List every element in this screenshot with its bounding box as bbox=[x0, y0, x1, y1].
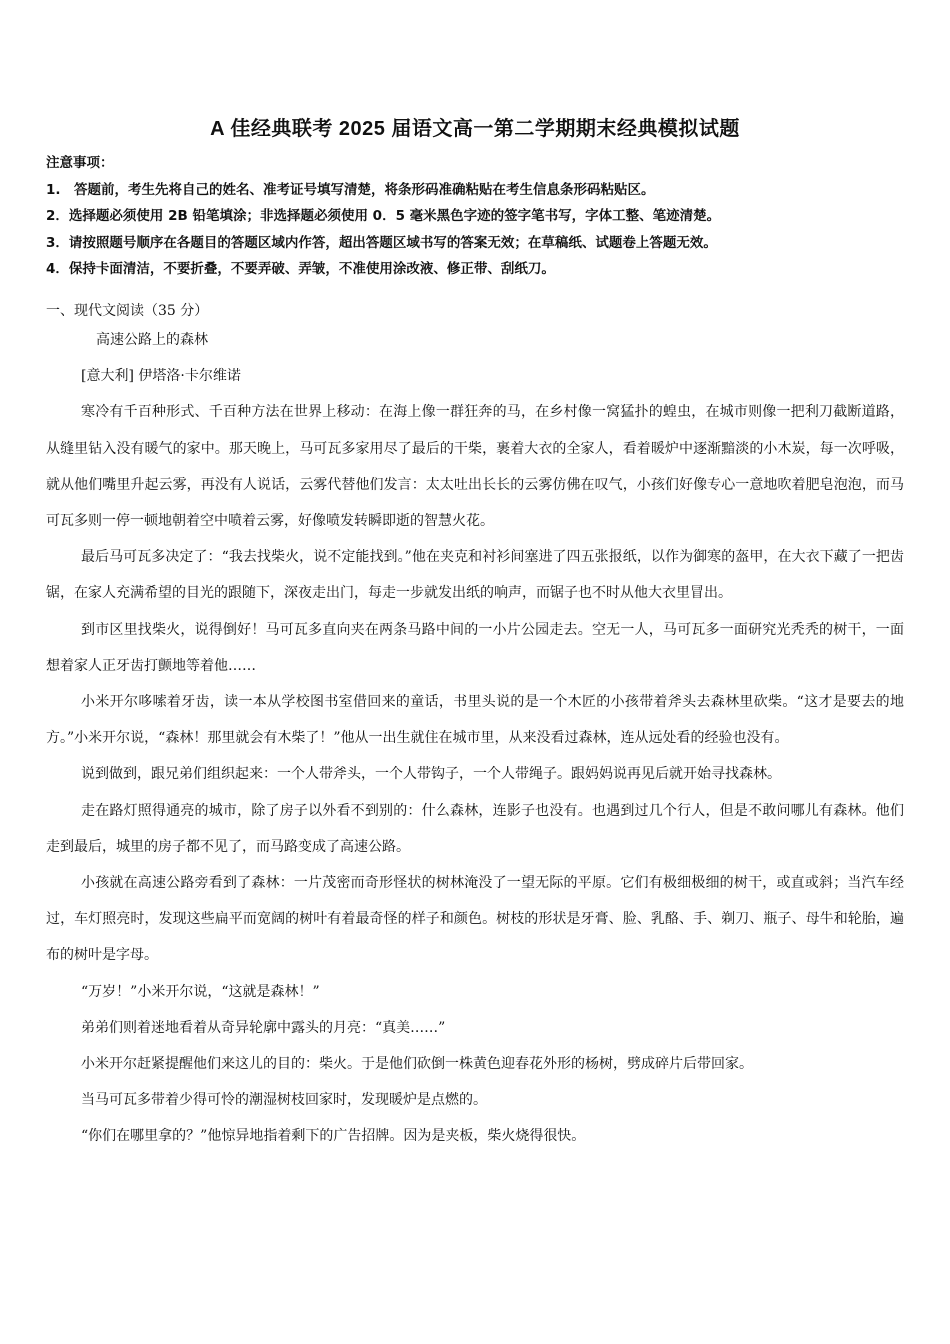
story-author: [意大利] 伊塔洛·卡尔维诺 bbox=[81, 368, 241, 385]
notice-item: 4．保持卡面清洁，不要折叠，不要弄破、弄皱，不准使用涂改液、修正带、刮纸刀。 bbox=[46, 261, 555, 277]
notice-section bbox=[46, 150, 926, 283]
paragraph: “你们在哪里拿的？”他惊异地指着剩下的广告招牌。因为是夹板，柴火烧得很快。 bbox=[81, 1128, 586, 1145]
story-title: 高速公路上的森林 bbox=[96, 332, 208, 348]
section-heading: 一、现代文阅读（35 分） bbox=[46, 303, 209, 319]
paragraph: 最后马可瓦多决定了：“我去找柴火，说不定能找到。”他在夹克和衬衫间塞进了四五张报纸，以作为御寒的盔甲，在大衣下藏了一把齿锯，在家人充满希望的目光的跟随下，深夜走出门，每走一步就发出纸的响声，而锯子也不时从他大衣里冒出。 bbox=[46, 549, 904, 602]
paragraph: “万岁！”小米开尔说，“这就是森林！” bbox=[81, 983, 320, 1000]
notice-item: 2．选择题必须使用 2B 铅笔填涂；非选择题必须使用 0．5 毫米黑色字迹的签字笔书写，字体工整、笔迹清楚。 bbox=[46, 208, 721, 224]
paragraph: 说到做到，跟兄弟们组织起来：一个人带斧头，一个人带钩子，一个人带绳子。跟妈妈说再见后就开始寻找森林。 bbox=[81, 766, 781, 783]
paragraph: 寒冷有千百种形式、千百种方法在世界上移动：在海上像一群狂奔的马，在乡村像一窝猛扑的蝗虫，在城市则像一把利刀截断道路，从缝里钻入没有暖气的家中。那天晚上，马可瓦多家用尽了最后的干柴，裹着大衣的全家人，看着暖炉中逐渐黯淡的小木炭，每一次呼吸，就从他们嘴里升起云雾，再没有人说话，云雾代替他们发言：太太吐出长长的云雾仿佛在叹气，小孩们好像专心一意地吹着肥皂泡泡，而马可瓦多则一停一顿地朝着空中喷着云雾，好像喷发转瞬即逝的智慧火花。 bbox=[46, 404, 904, 530]
paragraph: 走在路灯照得通亮的城市，除了房子以外看不到别的：什么森林，连影子也没有。也遇到过几个行人，但是不敢问哪儿有森林。他们走到最后，城里的房子都不见了，而马路变成了高速公路。 bbox=[46, 802, 904, 855]
paragraph: 弟弟们则着迷地看着从奇异轮廓中露头的月亮：“真美……” bbox=[81, 1019, 446, 1036]
notice-item: 1. 答题前，考生先将自己的姓名、准考证号填写清楚，将条形码准确粘贴在考生信息条形码粘贴区。 bbox=[46, 181, 655, 198]
reading-passage bbox=[46, 322, 904, 1155]
notice-heading: 注意事项： bbox=[46, 155, 114, 171]
paragraph: 到市区里找柴火，说得倒好！马可瓦多直向夹在两条马路中间的一小片公园走去。空无一人，马可瓦多一面研究光秃秃的树干，一面想着家人正牙齿打颤地等着他…… bbox=[46, 621, 904, 674]
paragraph: 小米开尔赶紧提醒他们来这儿的目的：柴火。于是他们砍倒一株黄色迎春花外形的杨树，劈成碎片后带回家。 bbox=[81, 1056, 753, 1073]
paragraph: 小孩就在高速公路旁看到了森林：一片茂密而奇形怪状的树林淹没了一望无际的平原。它们有极细极细的树干，或直或斜；当汽车经过，车灯照亮时，发现这些扁平而宽阔的树叶有着最奇怪的样子和颜色。树枝的形状是牙膏、脸、乳酪、手、剃刀、瓶子、母牛和轮胎，遍布的树叶是字母。 bbox=[46, 875, 904, 964]
exam-title: A 佳经典联考 2025 届语文高一第二学期期末经典模拟试题 bbox=[210, 118, 740, 140]
paragraph: 小米开尔哆嗦着牙齿，读一本从学校图书室借回来的童话，书里头说的是一个木匠的小孩带着斧头去森林里砍柴。“这才是要去的地方。”小米开尔说，“森林！那里就会有木柴了！”他从一出生就住在城市里，从来没看过森林，连从远处看的经验也没有。 bbox=[46, 694, 904, 747]
notice-item: 3．请按照题号顺序在各题目的答题区域内作答，超出答题区域书写的答案无效；在草稿纸、试题卷上答题无效。 bbox=[46, 234, 717, 251]
paragraph: 当马可瓦多带着少得可怜的潮湿树枝回家时，发现暖炉是点燃的。 bbox=[81, 1092, 487, 1109]
